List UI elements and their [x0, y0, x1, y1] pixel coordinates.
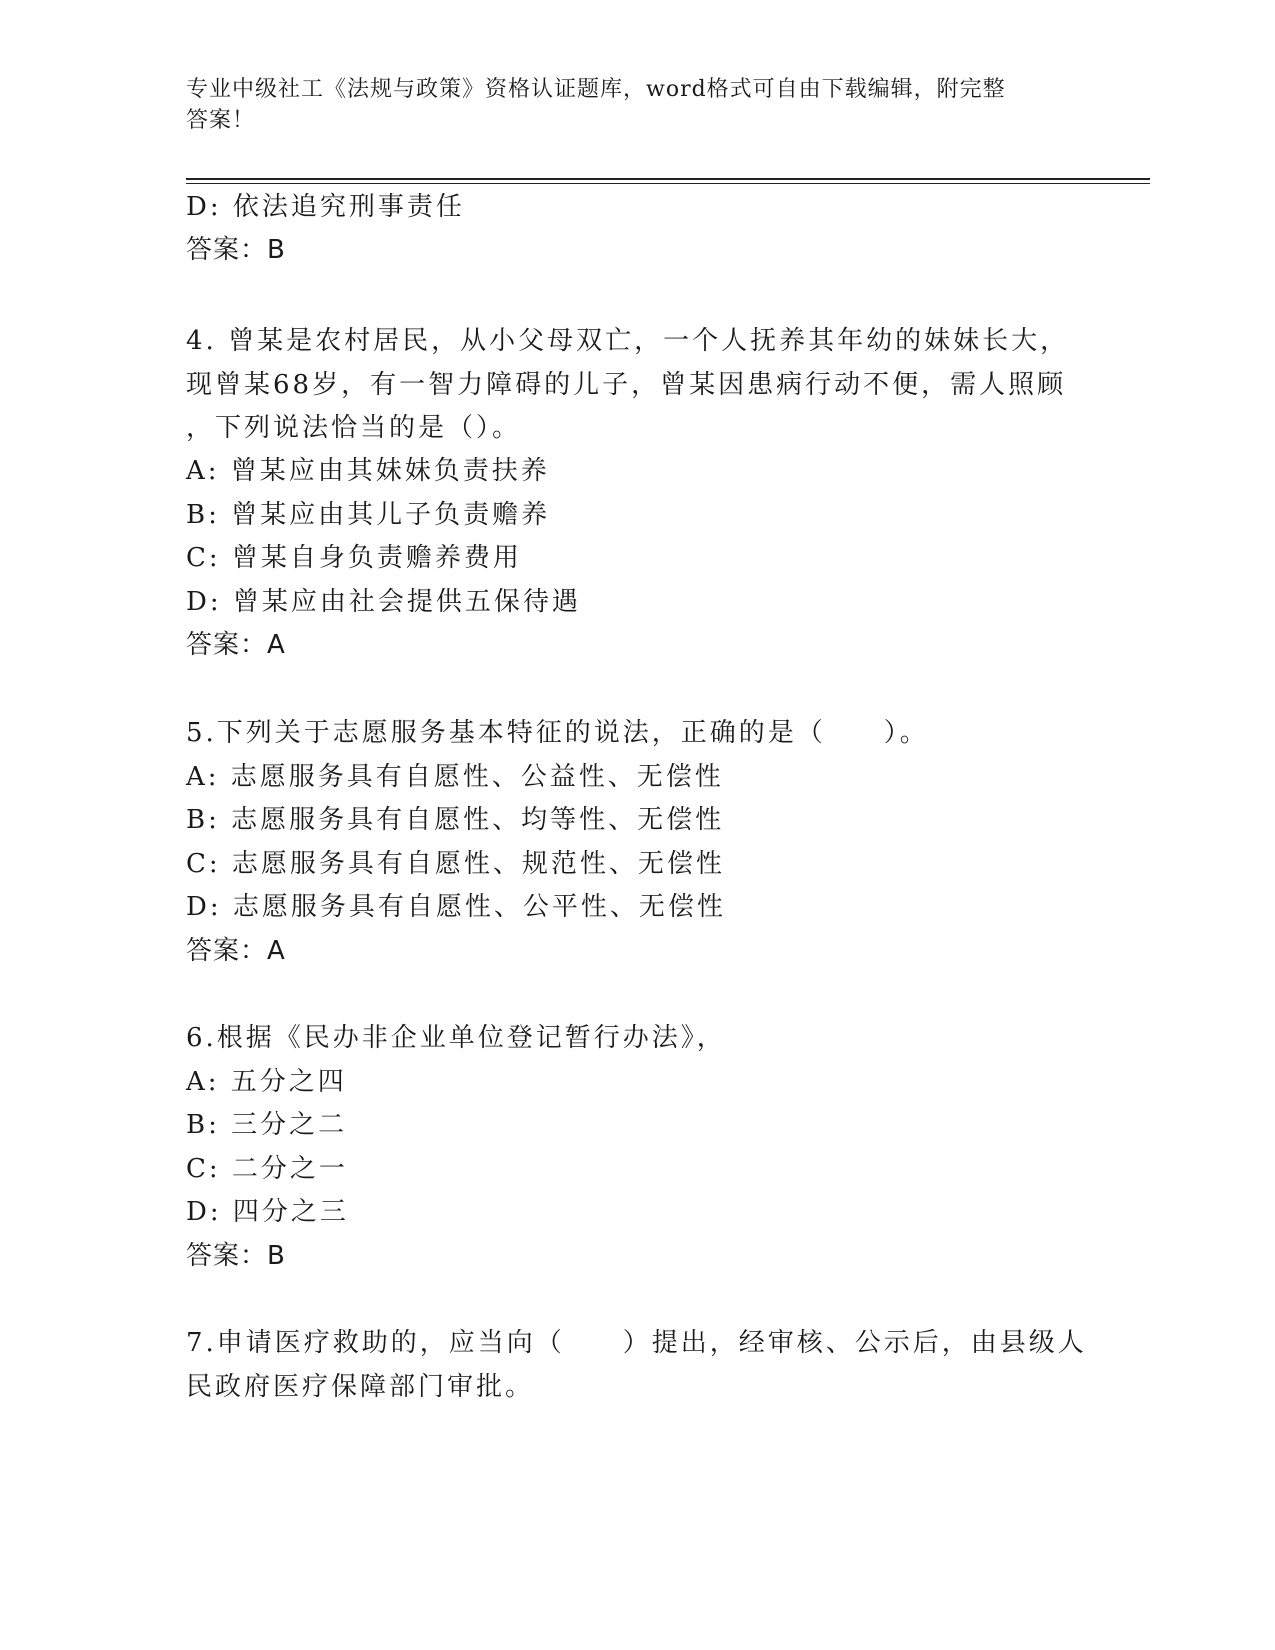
q6-option-a: A: 五分之四 [186, 1067, 347, 1097]
q4-stem-line-3: ，下列说法恰当的是（）。 [186, 413, 522, 443]
header-line-2: 答案！ [186, 108, 256, 133]
q3-answer: 答案：B [186, 235, 286, 265]
q3-option-d: D: 依法追究刑事责任 [186, 192, 465, 222]
header-line-1: 专业中级社工《法规与政策》资格认证题库，word格式可自由下载编辑，附完整 [186, 77, 1006, 102]
q6-option-d: D: 四分之三 [186, 1197, 349, 1227]
header-divider-thick [186, 178, 1150, 180]
q4-stem-line-1: 4. 曾某是农村居民，从小父母双亡，一个人抚养其年幼的妹妹长大， [186, 326, 1070, 356]
q5-option-c: C: 志愿服务具有自愿性、规范性、无偿性 [186, 849, 725, 879]
q5-answer: 答案：A [186, 936, 286, 966]
q4-option-a: A: 曾某应由其妹妹负责扶养 [186, 456, 550, 486]
document-header [186, 74, 1086, 136]
q4-option-c: C: 曾某自身负责赡养费用 [186, 543, 522, 573]
q4-option-b: B: 曾某应由其儿子负责赡养 [186, 500, 551, 530]
q4-option-d: D: 曾某应由社会提供五保待遇 [186, 587, 581, 617]
q5-option-d: D: 志愿服务具有自愿性、公平性、无偿性 [186, 892, 726, 922]
q6-option-c: C: 二分之一 [186, 1154, 348, 1184]
q4-answer: 答案：A [186, 630, 286, 660]
header-divider-thin [186, 183, 1150, 184]
q6-answer: 答案：B [186, 1241, 286, 1271]
q5-option-b: B: 志愿服务具有自愿性、均等性、无偿性 [186, 805, 725, 835]
q5-stem: 5.下列关于志愿服务基本特征的说法，正确的是（ ）。 [186, 718, 929, 748]
q6-stem: 6.根据《民办非企业单位登记暂行办法》， [186, 1023, 726, 1053]
q7-stem-line-2: 民政府医疗保障部门审批。 [186, 1372, 535, 1402]
q4-stem-line-2: 现曾某68岁，有一智力障碍的儿子，曾某因患病行动不便，需人照顾 [186, 370, 1067, 400]
q7-stem-line-1: 7.申请医疗救助的，应当向（ ）提出，经审核、公示后，由县级人 [186, 1328, 1087, 1358]
q6-option-b: B: 三分之二 [186, 1110, 348, 1140]
q5-option-a: A: 志愿服务具有自愿性、公益性、无偿性 [186, 762, 724, 792]
